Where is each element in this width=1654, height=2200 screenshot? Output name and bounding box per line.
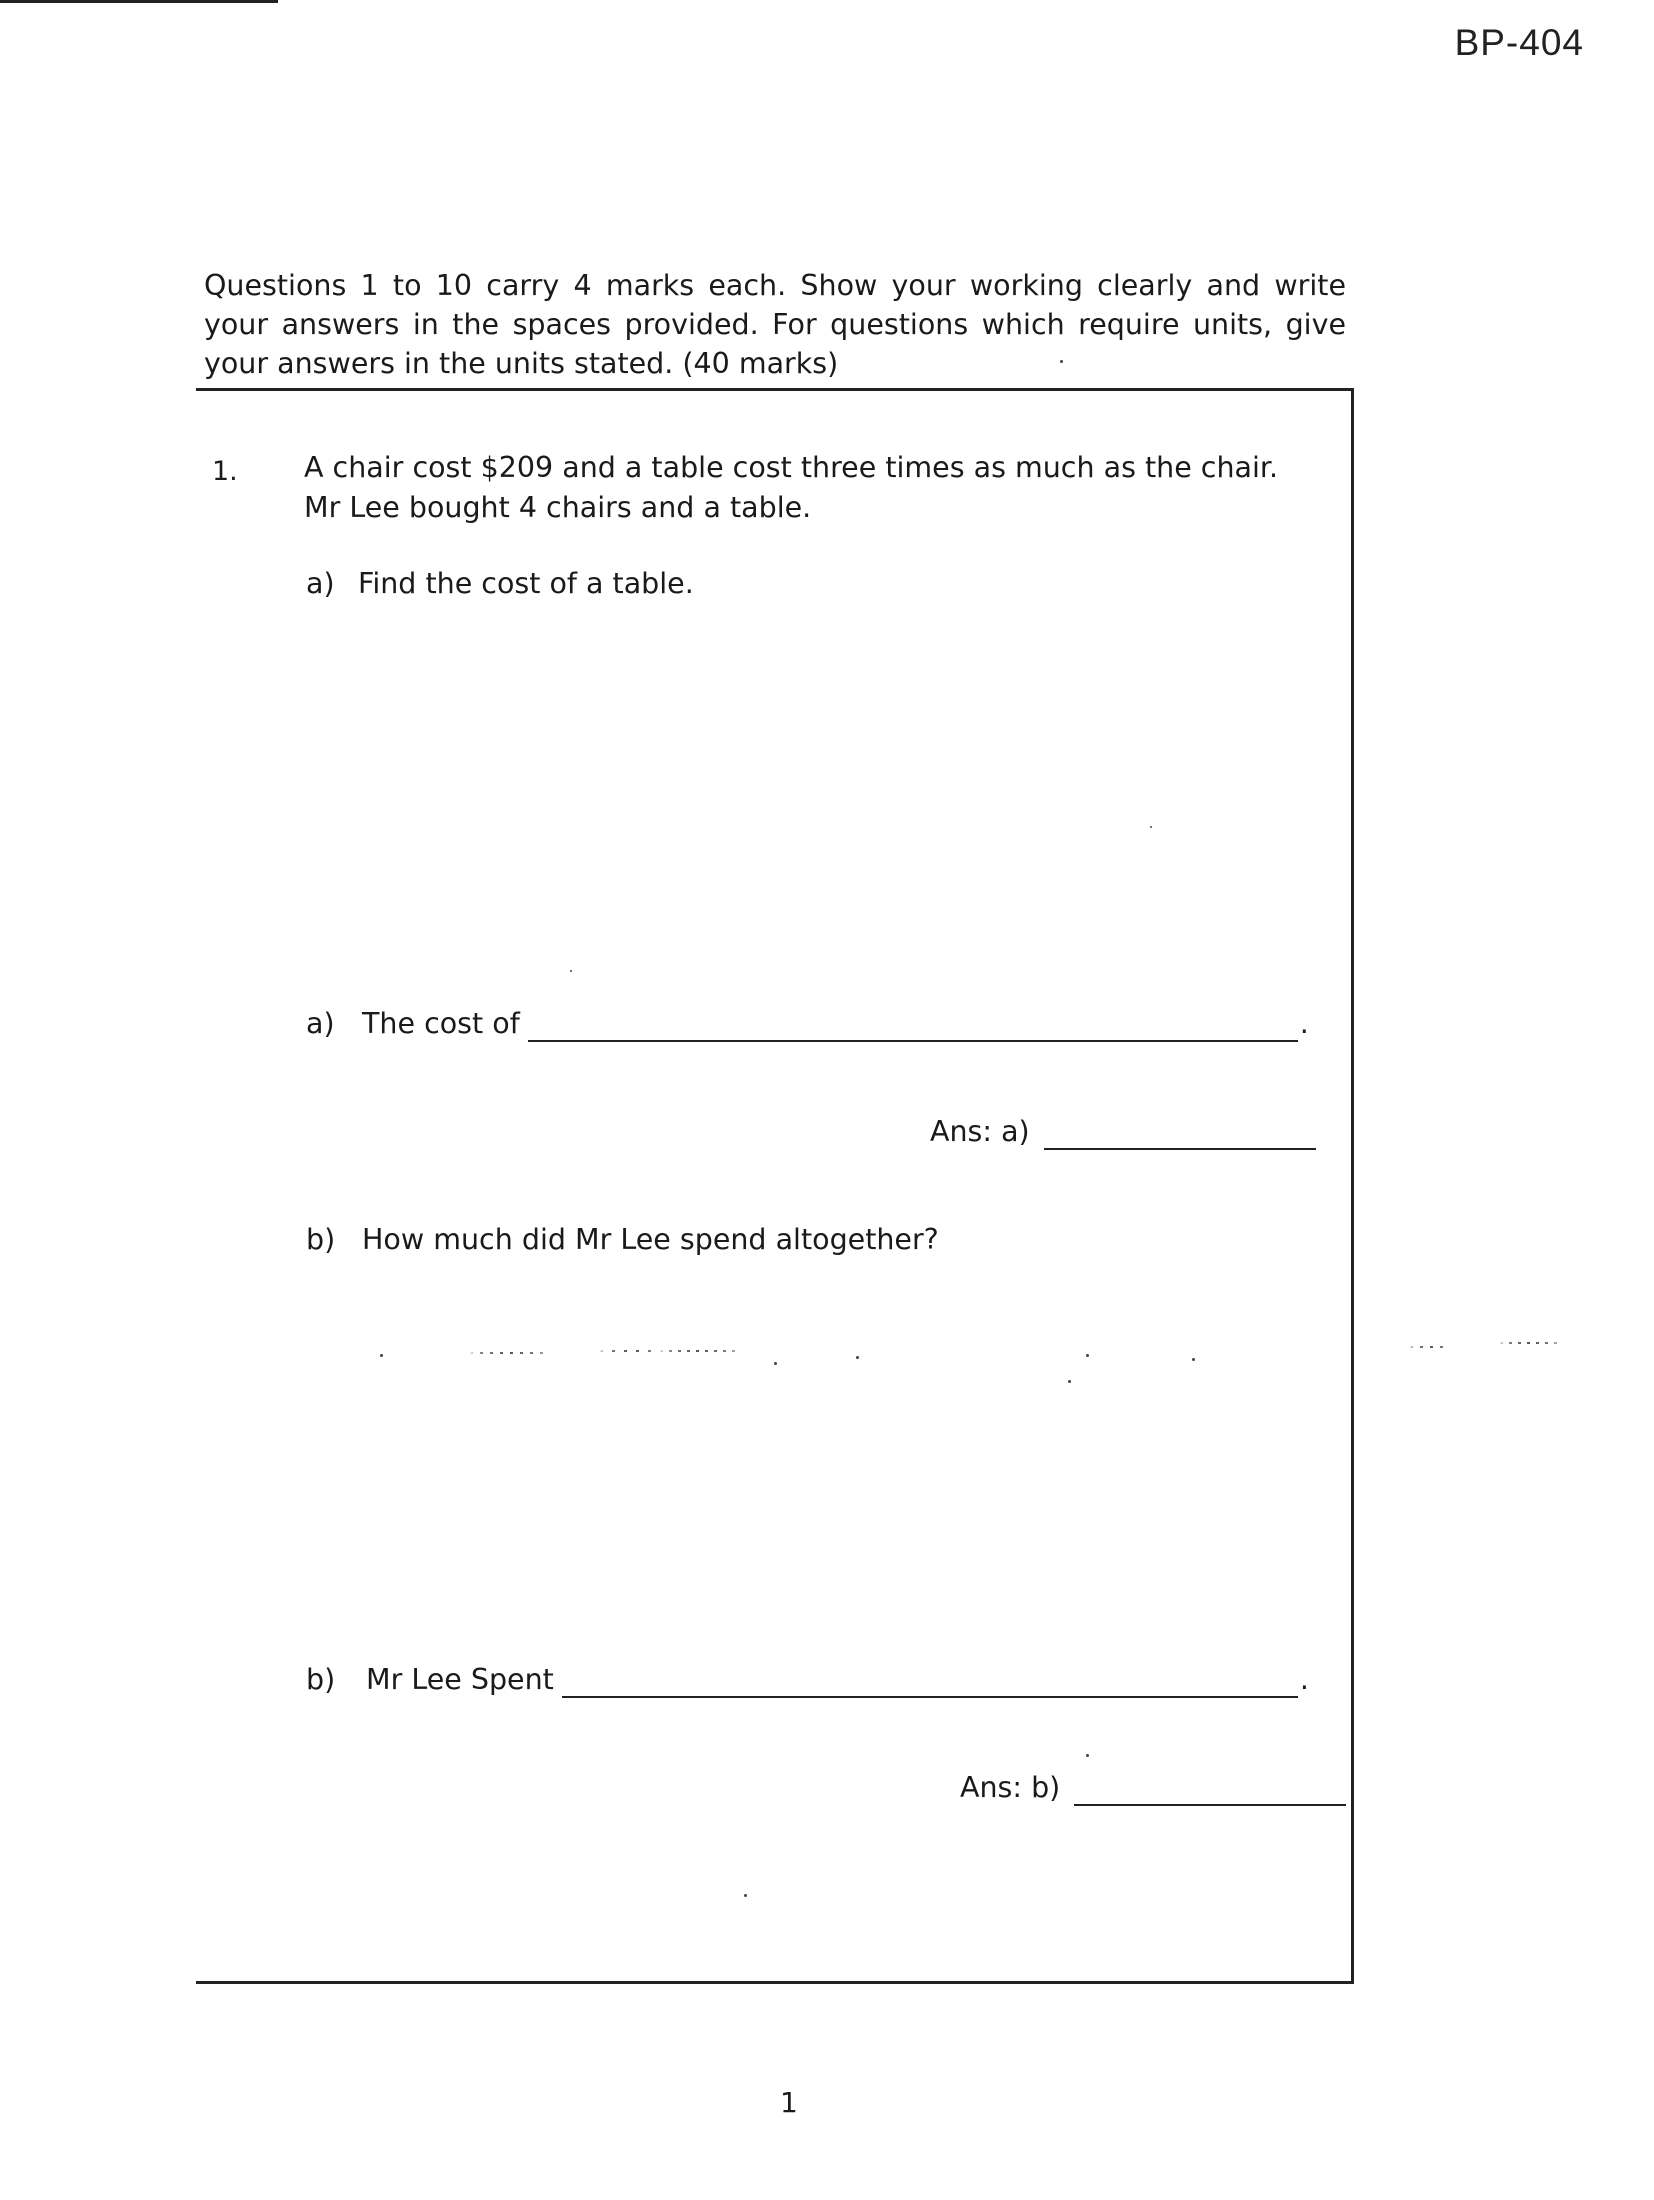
scan-speck <box>1410 1346 1450 1348</box>
part-b-label: b) <box>306 1223 336 1256</box>
scan-speck <box>774 1362 777 1365</box>
scan-speck <box>744 1894 747 1897</box>
scan-speck <box>1500 1342 1560 1344</box>
scan-speck <box>1086 1354 1089 1357</box>
part-a-label: a) <box>306 567 335 600</box>
part-b-prompt <box>306 1222 939 1258</box>
page-number: 1 <box>780 2086 798 2119</box>
part-a-answer-blank[interactable] <box>1044 1120 1316 1150</box>
part-b-statement-text: Mr Lee Spent <box>366 1663 554 1696</box>
part-b-answer-blank[interactable] <box>1074 1776 1346 1806</box>
part-a-statement-blank[interactable] <box>528 1012 1298 1042</box>
scan-speck <box>660 1350 740 1352</box>
scan-speck <box>380 1354 383 1357</box>
part-b-statement-blank[interactable] <box>562 1668 1298 1698</box>
question-number: 1. <box>212 456 238 487</box>
part-a-statement: a) The cost of . <box>306 1007 1309 1040</box>
part-b-statement: b) Mr Lee Spent . <box>306 1663 1309 1696</box>
part-a-statement-label: a) <box>306 1007 335 1040</box>
scan-speck <box>470 1352 550 1354</box>
part-b-answer-label: Ans: b) <box>960 1771 1061 1804</box>
part-a-prompt-text: Find the cost of a table. <box>358 567 694 600</box>
top-edge-mark <box>0 0 278 3</box>
scan-speck <box>856 1356 859 1359</box>
scan-speck <box>1192 1358 1195 1361</box>
part-b-statement-label: b) <box>306 1663 336 1696</box>
part-a-statement-text: The cost of <box>362 1007 520 1040</box>
scan-speck <box>600 1350 660 1352</box>
question-box <box>196 388 1354 1984</box>
paper-code: BP-404 <box>1454 22 1584 63</box>
part-b-prompt-text: How much did Mr Lee spend altogether? <box>362 1223 939 1256</box>
scan-speck <box>1060 360 1063 363</box>
instructions: Questions 1 to 10 carry 4 marks each. Show your working clearly and write your answers in the spaces provided. For questions which require units, give your answers in the units stated. (40 marks) <box>204 269 1346 380</box>
scan-speck <box>570 970 572 972</box>
scan-speck <box>1068 1380 1071 1383</box>
scan-speck <box>1086 1754 1089 1757</box>
question-text: A chair cost $209 and a table cost three times as much as the chair. Mr Lee bought 4 chairs and a table. <box>304 451 1279 524</box>
part-a-answer-label: Ans: a) <box>930 1115 1030 1148</box>
part-a-answer <box>930 1114 1316 1150</box>
part-b-answer <box>960 1770 1346 1806</box>
scan-speck <box>1150 826 1152 828</box>
part-a-prompt <box>306 566 694 602</box>
